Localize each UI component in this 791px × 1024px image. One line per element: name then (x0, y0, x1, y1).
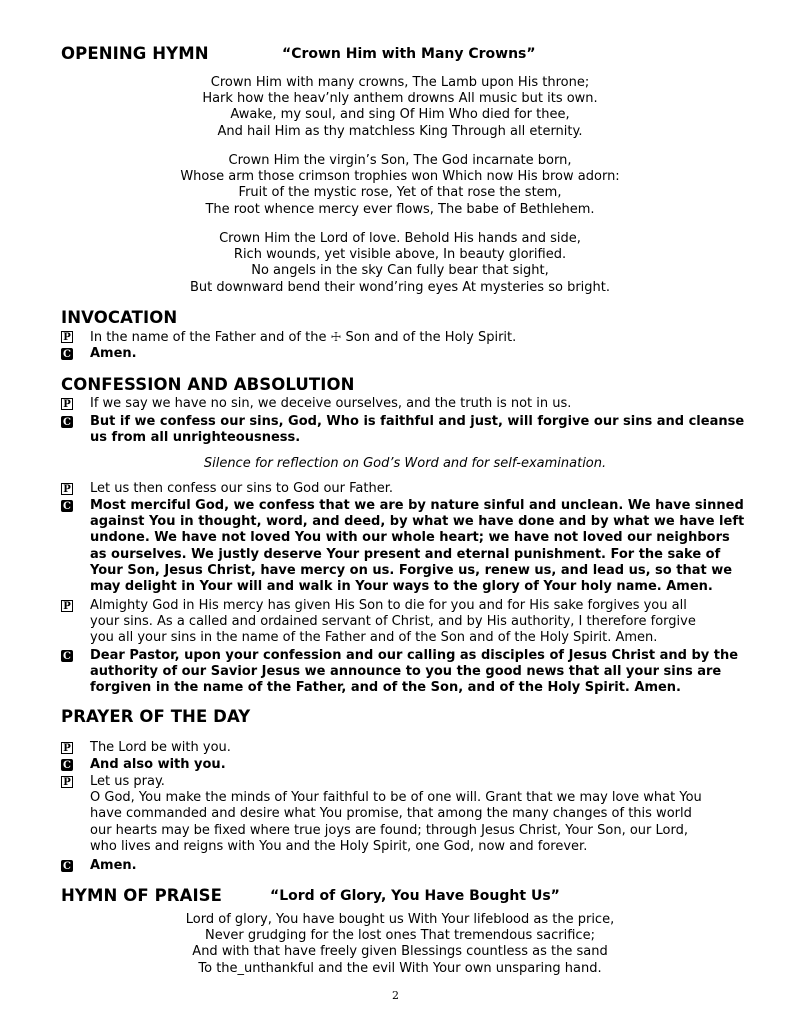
text-line: Dear Pastor, upon your confession and our calling as disciples of Jesus Christ and by the (90, 648, 739, 663)
text-line: against You in thought, word, and deed, by what we have done and by what we have left (90, 514, 745, 530)
pastor-text (90, 598, 741, 647)
congregation-marker-icon: C (61, 860, 73, 872)
congregation-marker-icon: C (61, 500, 73, 512)
congregation-marker-icon: C (61, 650, 73, 662)
text-line: have commanded and desire what You promise, that among the many changes of this world (90, 806, 692, 822)
verse-line: Never grudging for the lost ones That tremendous sacrifice; (205, 928, 595, 944)
text-line: Almighty God in His mercy has given His Son to die for you and for His sake forgives you all (90, 598, 687, 613)
hymn-verse-2 (100, 153, 700, 218)
hymn-verse-1 (100, 75, 700, 140)
rubric: Silence for reflection on God’s Word and for self-examination. (203, 456, 607, 471)
verse-line: No angels in the sky Can fully bear that sight, (251, 263, 549, 279)
verse-line: Whose arm those crimson trophies won Which now His brow adorn: (180, 169, 620, 185)
congregation-response: And also with you. (90, 757, 226, 772)
congregation-response (90, 498, 745, 595)
invocation-heading: INVOCATION (61, 308, 178, 327)
hymn-of-praise-title: “Lord of Glory, You Have Bought Us” (270, 888, 560, 904)
pastor-line (61, 396, 741, 412)
pastor-text: If we say we have no sin, we deceive ourselves, and the truth is not in us. (90, 396, 572, 411)
verse-line: Lord of glory, You have bought us With Your lifeblood as the price, (185, 912, 615, 927)
text-line: our hearts may be fixed where true joys are found; through Jesus Christ, Your Son, our Lord, (90, 822, 688, 838)
congregation-response: Amen. (90, 346, 137, 361)
pastor-marker-icon: P (61, 776, 73, 788)
pastor-marker-icon: P (61, 600, 73, 612)
confession-heading: CONFESSION AND ABSOLUTION (61, 375, 355, 394)
pastor-marker-icon: P (61, 742, 73, 754)
page-number: 2 (392, 989, 399, 1002)
pastor-text: The Lord be with you. (90, 740, 231, 755)
text-line: But if we confess our sins, God, Who is faithful and just, will forgive our sins and cleanse (90, 414, 745, 429)
invocation-text-end: Son and of the Holy Spirit. (345, 330, 517, 345)
verse-line: To the_unthankful and the evil With Your own unsparing hand. (198, 960, 602, 976)
verse-line: And hail Him as thy matchless King Through all eternity. (217, 123, 583, 139)
prayer-heading: PRAYER OF THE DAY (61, 707, 251, 726)
congregation-response (90, 648, 741, 697)
hymn-of-praise-heading: HYMN OF PRAISE (61, 886, 223, 905)
verse-line: Rich wounds, yet visible above, In beauty glorified. (233, 247, 567, 263)
cross-icon: ☩ (330, 330, 342, 344)
verse-line: Crown Him the virgin’s Son, The God incarnate born, (228, 153, 572, 168)
pastor-line (61, 598, 741, 647)
pastor-line (61, 481, 741, 497)
pastor-text: Let us then confess our sins to God our Father. (90, 481, 394, 496)
invocation-text-start: In the name of the Father and of the (90, 330, 327, 345)
verse-line: Hark how the heav’nly anthem drowns All music but its own. (202, 91, 598, 107)
text-line: Your Son, Jesus Christ, have mercy on us. Forgive us, renew us, and lead us, so that we (90, 562, 733, 578)
text-line: Let us pray. (90, 774, 165, 789)
text-line: may delight in Your will and walk in Your ways to the glory of Your holy name. Amen. (90, 579, 713, 595)
verse-line: Crown Him the Lord of love. Behold His hands and side, (219, 231, 581, 246)
congregation-line (61, 414, 745, 446)
hymn-of-praise-verse (100, 912, 700, 977)
text-line: as ourselves. We justly deserve Your present and eternal punishment. For the sake of (90, 546, 721, 562)
pastor-line (61, 740, 741, 756)
verse-line: Awake, my soul, and sing Of Him Who died for thee, (230, 107, 570, 123)
text-line: you all your sins in the name of the Father and of the Son and of the Holy Spirit. Amen. (90, 630, 658, 646)
congregation-line (61, 757, 741, 773)
congregation-marker-icon: C (61, 759, 73, 771)
pastor-line (61, 329, 741, 346)
verse-line: Fruit of the mystic rose, Yet of that rose the stem, (238, 185, 562, 201)
congregation-response: Amen. (90, 858, 137, 873)
congregation-response (90, 414, 745, 446)
congregation-marker-icon: C (61, 348, 73, 360)
congregation-line (61, 858, 741, 874)
hymn-verse-3 (100, 231, 700, 296)
pastor-text (90, 774, 741, 855)
opening-hymn-heading: OPENING HYMN (61, 44, 209, 63)
pastor-marker-icon: P (61, 331, 73, 343)
verse-line: But downward bend their wond’ring eyes At mysteries so bright. (189, 279, 610, 295)
text-line: who lives and reigns with You and the Holy Spirit, one God, now and forever. (90, 838, 588, 854)
text-line: forgiven in the name of the Father, and of the Son, and of the Holy Spirit. Amen. (90, 680, 681, 696)
pastor-line (61, 774, 741, 855)
text-line: Most merciful God, we confess that we are by nature sinful and unclean. We have sinned (90, 498, 744, 513)
pastor-marker-icon: P (61, 398, 73, 410)
verse-line: And with that have freely given Blessings countless as the sand (192, 944, 608, 960)
congregation-line (61, 346, 741, 362)
opening-hymn-title: “Crown Him with Many Crowns” (282, 46, 536, 62)
congregation-line (61, 648, 741, 697)
text-line: us from all unrighteousness. (90, 430, 301, 446)
verse-line: The root whence mercy ever flows, The babe of Bethlehem. (205, 201, 595, 217)
text-line: authority of our Savior Jesus we announce to you the good news that all your sins are (90, 664, 722, 680)
text-line: undone. We have not loved You with our whole heart; we have not loved our neighbors (90, 530, 730, 546)
text-line: your sins. As a called and ordained servant of Christ, and by His authority, I therefore forgive (90, 614, 696, 630)
text-line: O God, You make the minds of Your faithful to be of one will. Grant that we may love what You (90, 790, 702, 806)
verse-line: Crown Him with many crowns, The Lamb upon His throne; (210, 75, 590, 90)
congregation-marker-icon: C (61, 416, 73, 428)
pastor-marker-icon: P (61, 483, 73, 495)
congregation-line (61, 498, 745, 595)
